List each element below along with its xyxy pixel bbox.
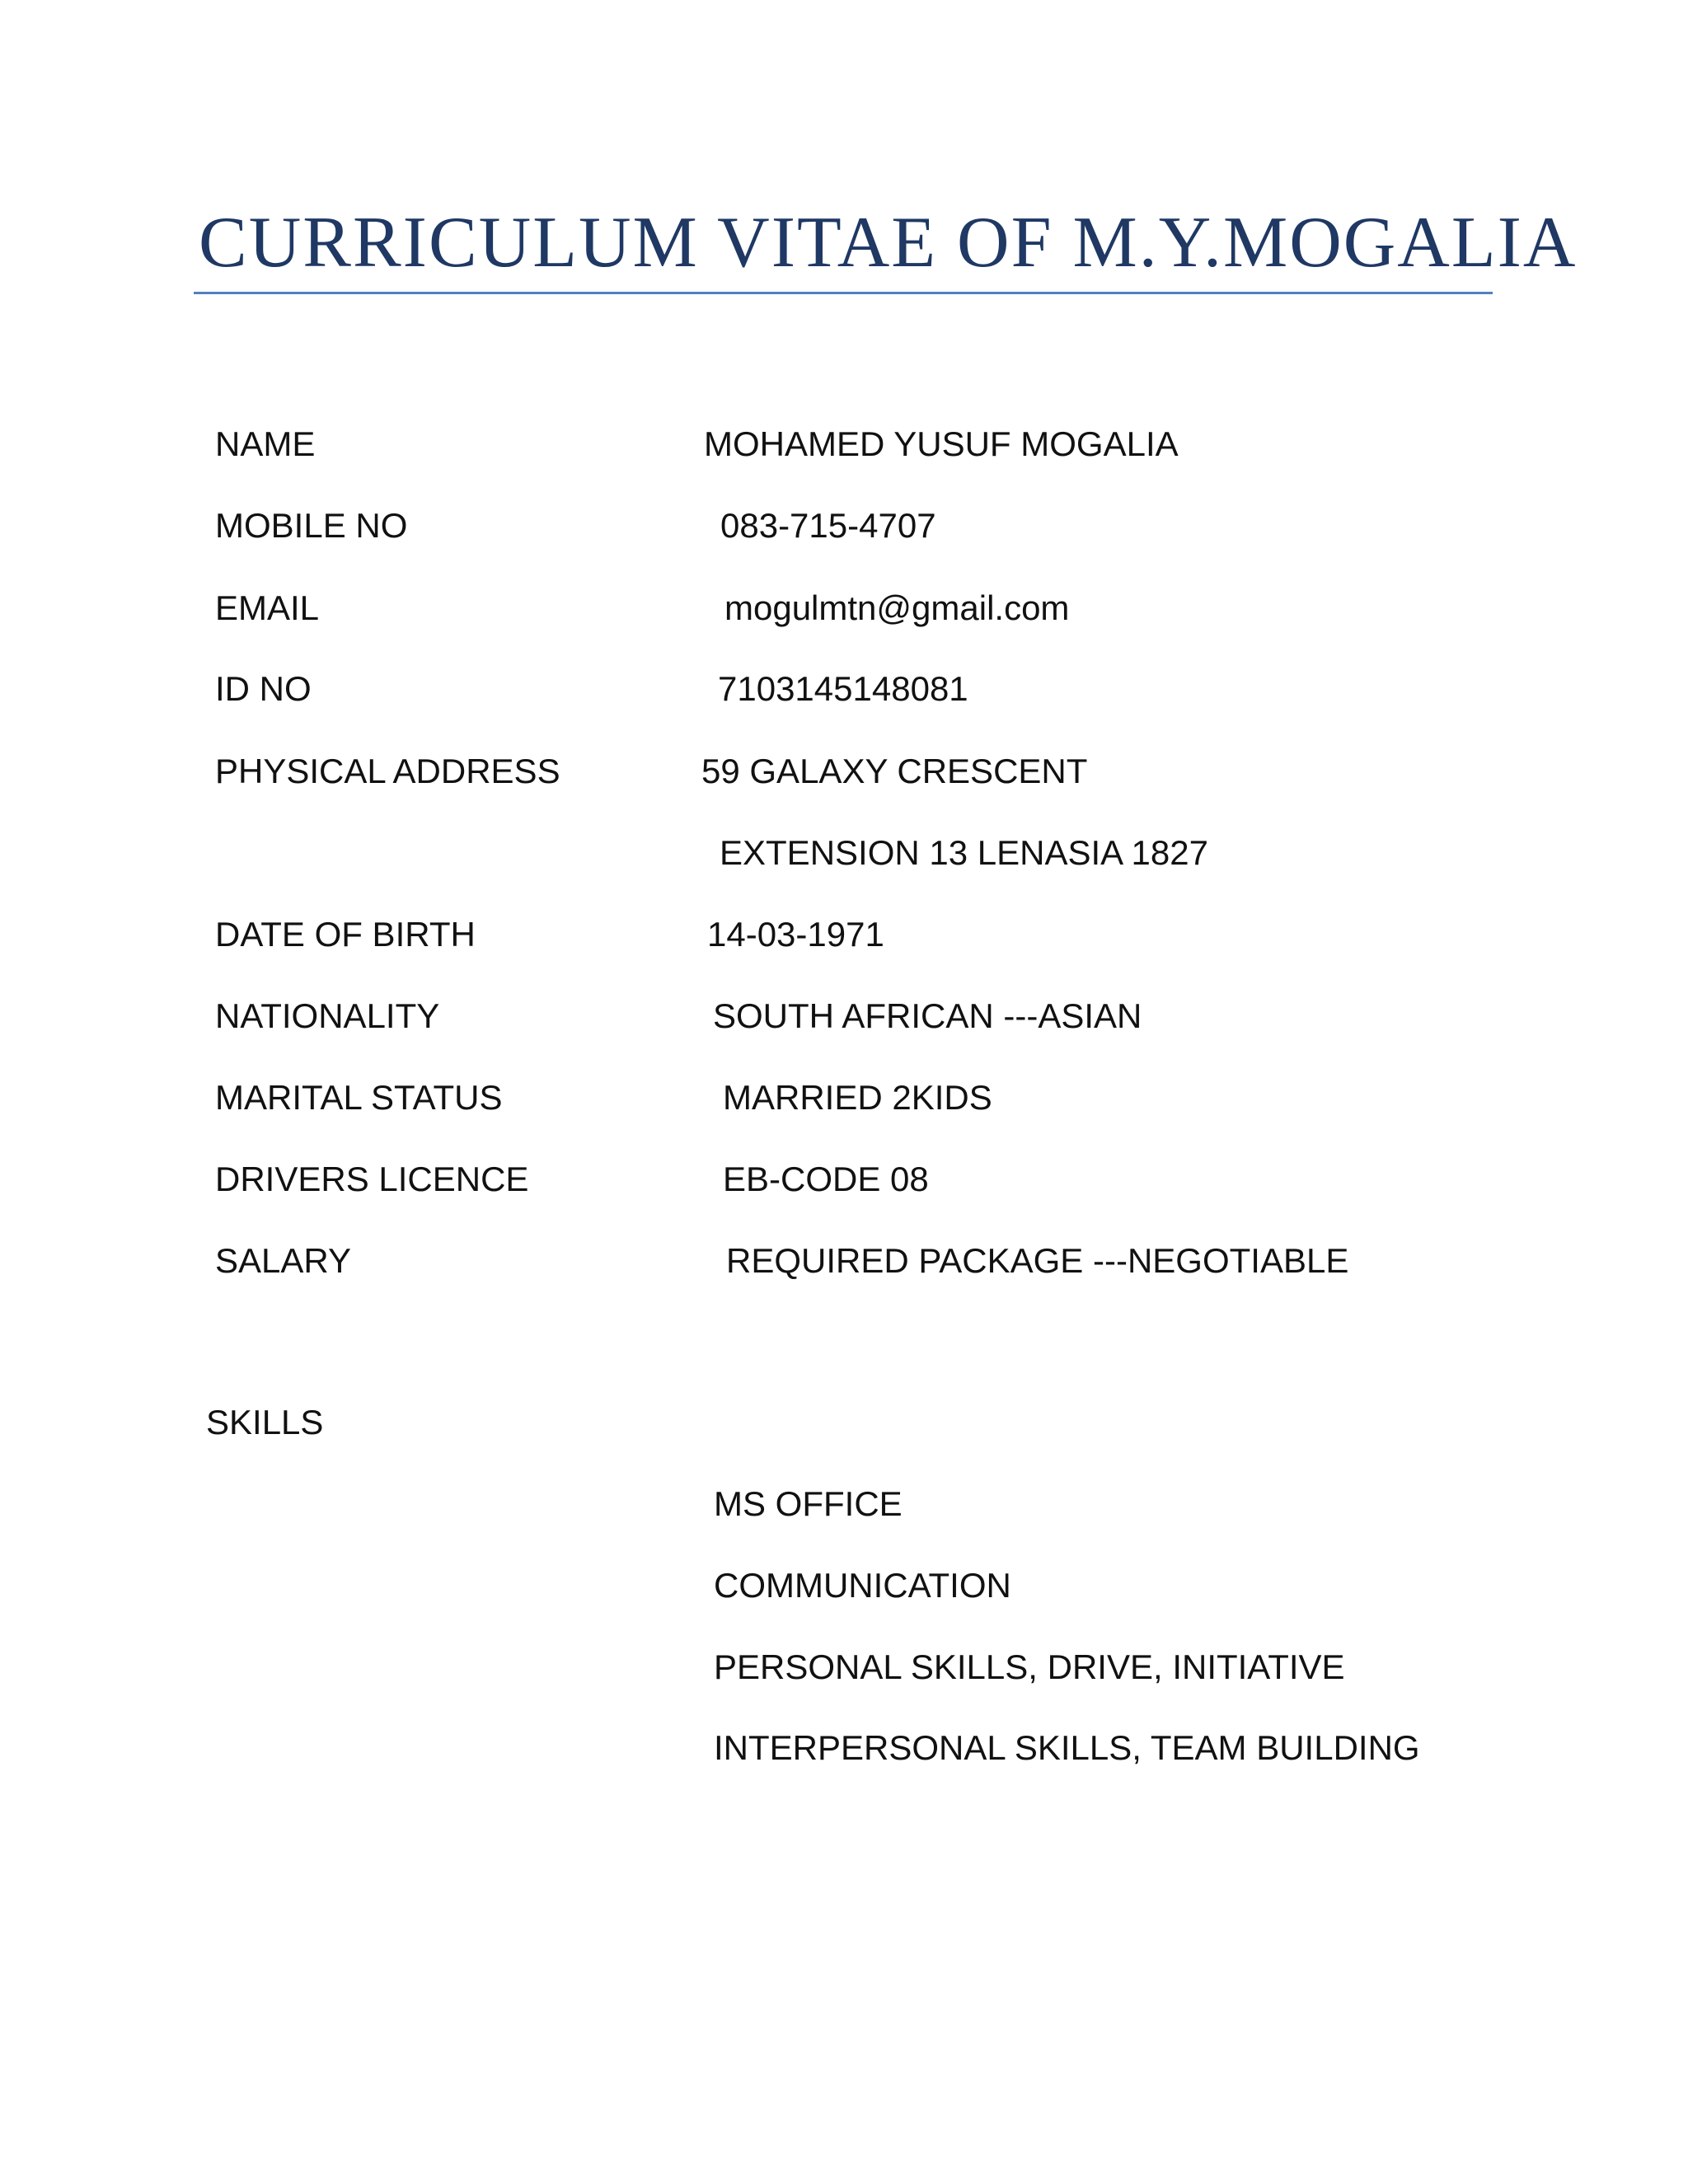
detail-value: SOUTH AFRICAN ---ASIAN bbox=[713, 996, 1142, 1035]
detail-label: EMAIL bbox=[215, 588, 320, 627]
skill-item: MS OFFICE bbox=[714, 1484, 903, 1523]
detail-value: mogulmtn@gmail.com bbox=[724, 588, 1070, 627]
detail-label: ID NO bbox=[215, 669, 312, 708]
detail-value: 59 GALAXY CRESCENT bbox=[701, 752, 1088, 790]
skills-heading: SKILLS bbox=[206, 1403, 324, 1441]
detail-row-id bbox=[0, 664, 1688, 714]
skill-item: PERSONAL SKILLS, DRIVE, INITIATIVE bbox=[714, 1647, 1345, 1686]
title-underline bbox=[194, 292, 1493, 294]
skill-item: COMMUNICATION bbox=[714, 1566, 1011, 1605]
detail-value: 14-03-1971 bbox=[707, 915, 884, 954]
detail-value: 7103145148081 bbox=[718, 669, 968, 708]
detail-row-email bbox=[0, 583, 1688, 633]
detail-row-salary bbox=[0, 1236, 1688, 1286]
detail-label: DATE OF BIRTH bbox=[215, 915, 476, 954]
detail-row-marital bbox=[0, 1073, 1688, 1122]
detail-label: PHYSICAL ADDRESS bbox=[215, 752, 560, 790]
detail-row-address bbox=[0, 747, 1688, 796]
detail-label: SALARY bbox=[215, 1241, 351, 1280]
detail-value: EXTENSION 13 LENASIA 1827 bbox=[720, 833, 1208, 872]
detail-label: MARITAL STATUS bbox=[215, 1078, 503, 1117]
detail-row-address-line2 bbox=[0, 828, 1688, 878]
detail-row-name bbox=[0, 419, 1688, 469]
detail-value: REQUIRED PACKAGE ---NEGOTIABLE bbox=[726, 1241, 1349, 1280]
detail-row-mobile bbox=[0, 501, 1688, 551]
detail-value: 083-715-4707 bbox=[720, 506, 936, 545]
document-title: CURRICULUM VITAE OF M.Y.MOGALIA bbox=[199, 203, 1578, 283]
detail-row-dob bbox=[0, 910, 1688, 959]
detail-label: MOBILE NO bbox=[215, 506, 408, 545]
detail-row-licence bbox=[0, 1155, 1688, 1204]
detail-value: MARRIED 2KIDS bbox=[723, 1078, 992, 1117]
skill-item: INTERPERSONAL SKILLS, TEAM BUILDING bbox=[714, 1728, 1420, 1767]
detail-label: NATIONALITY bbox=[215, 996, 440, 1035]
detail-label: NAME bbox=[215, 424, 316, 463]
detail-value: EB-CODE 08 bbox=[723, 1160, 929, 1198]
detail-value: MOHAMED YUSUF MOGALIA bbox=[704, 424, 1179, 463]
detail-row-nationality bbox=[0, 991, 1688, 1041]
detail-label: DRIVERS LICENCE bbox=[215, 1160, 529, 1198]
